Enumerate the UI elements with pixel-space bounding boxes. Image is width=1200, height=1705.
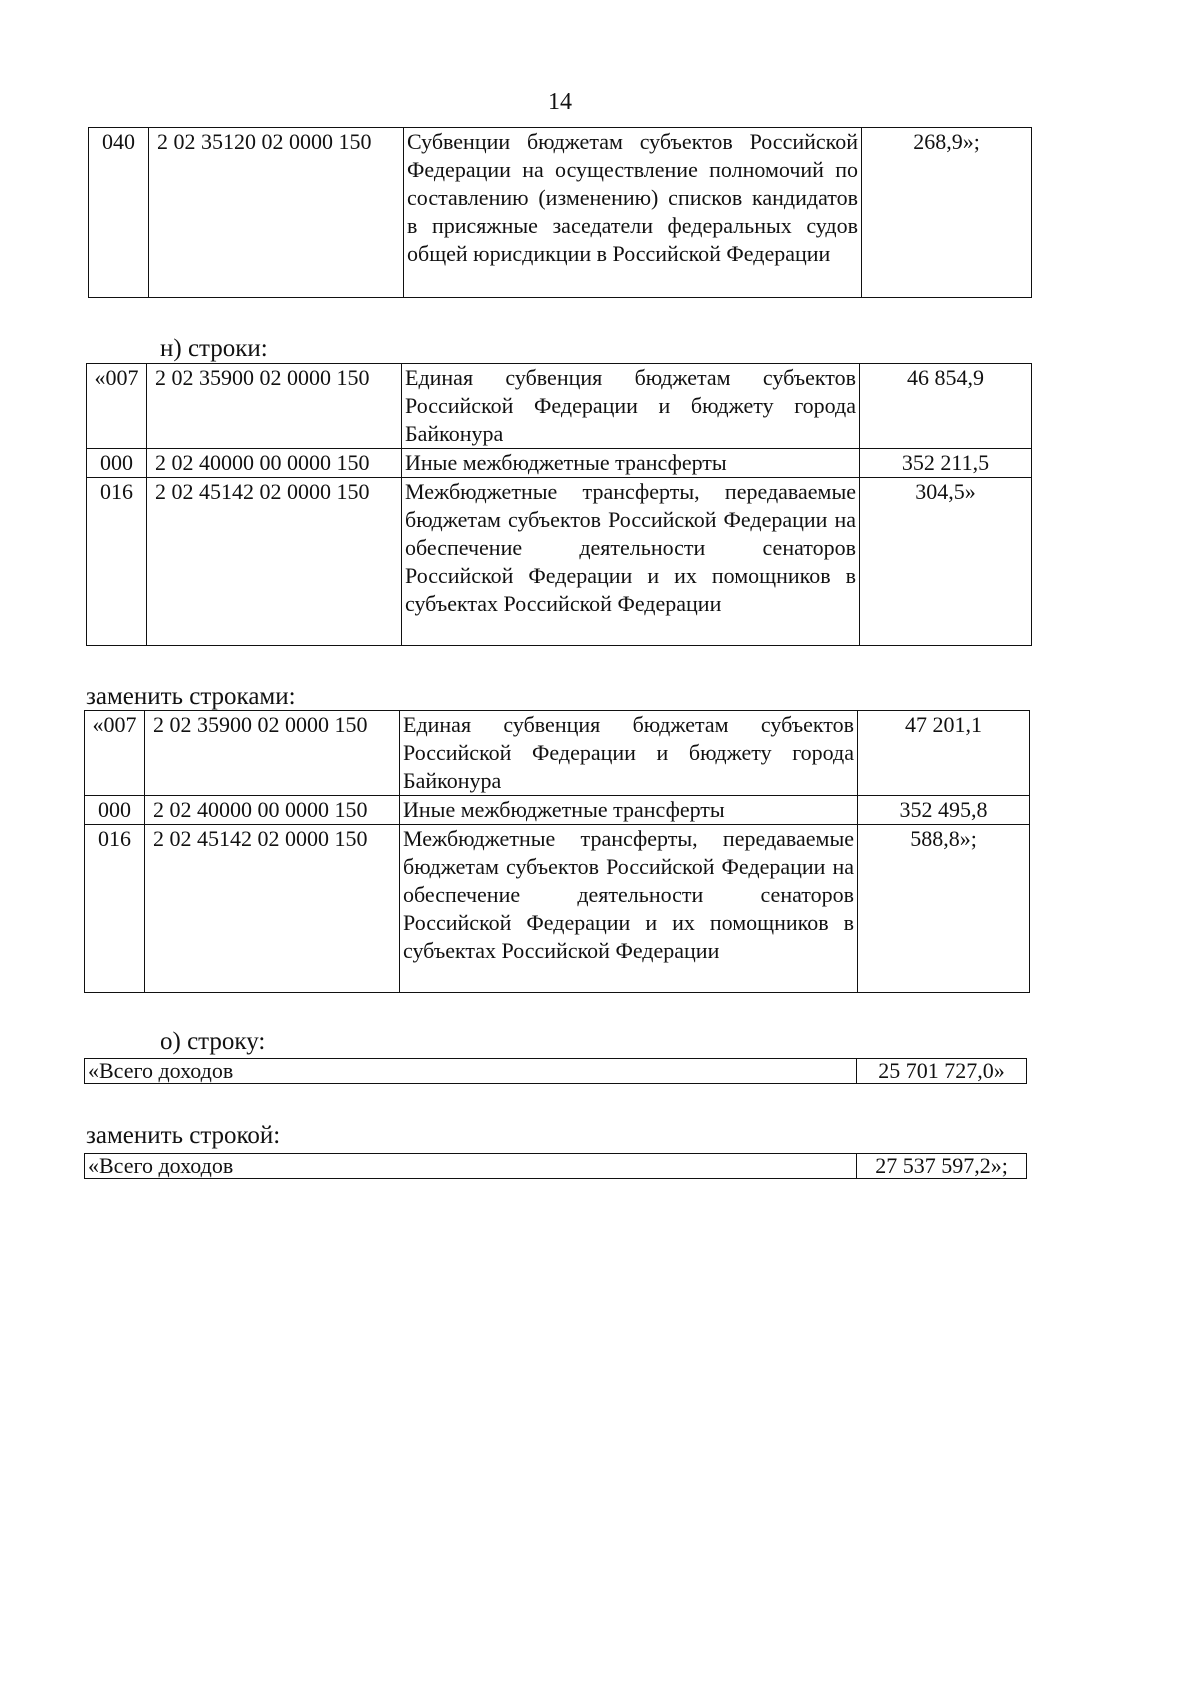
row-name: Единая субвенция бюджетам субъектов Российской Федерации и бюджету города Байконура	[400, 711, 858, 796]
row-amount: 46 854,9	[860, 364, 1032, 449]
section-n-label: н) строки:	[160, 335, 268, 362]
row-name: Межбюджетные трансферты, передаваемые бюджетам субъектов Российской Федерации на обеспечение деятельности сенаторов Российской Федерации и их помощников в субъектах Российской Федерации	[402, 478, 860, 646]
row-kbk: 2 02 45142 02 0000 150	[145, 825, 400, 993]
total-label: «Всего доходов	[85, 1059, 857, 1084]
total-amount: 25 701 727,0»	[857, 1059, 1027, 1084]
row-amount: 352 211,5	[860, 449, 1032, 478]
page-number: 14	[548, 89, 572, 115]
table-top	[88, 127, 1032, 298]
row-amount: 352 495,8	[858, 796, 1030, 825]
row-code: 000	[87, 449, 147, 478]
table-row	[87, 449, 1032, 478]
row-kbk: 2 02 40000 00 0000 150	[147, 449, 402, 478]
table-total-new	[84, 1153, 1027, 1179]
row-name: Иные межбюджетные трансферты	[400, 796, 858, 825]
row-kbk: 2 02 45142 02 0000 150	[147, 478, 402, 646]
row-code: «007	[85, 711, 145, 796]
table-row	[85, 1154, 1027, 1179]
total-label: «Всего доходов	[85, 1154, 857, 1179]
row-amount: 304,5»	[860, 478, 1032, 646]
table-row	[89, 128, 1032, 298]
table-row	[85, 825, 1030, 993]
table-row	[85, 1059, 1027, 1084]
table-old-rows	[86, 363, 1032, 646]
row-name: Единая субвенция бюджетам субъектов Российской Федерации и бюджету города Байконура	[402, 364, 860, 449]
row-code: 016	[85, 825, 145, 993]
row-code: 016	[87, 478, 147, 646]
row-name: Иные межбюджетные трансферты	[402, 449, 860, 478]
row-name: Межбюджетные трансферты, передаваемые бюджетам субъектов Российской Федерации на обеспечение деятельности сенаторов Российской Федерации и их помощников в субъектах Российской Федерации	[400, 825, 858, 993]
row-kbk: 2 02 40000 00 0000 150	[145, 796, 400, 825]
row-code: 000	[85, 796, 145, 825]
table-row	[87, 478, 1032, 646]
row-code: 040	[89, 128, 149, 298]
section-o-label: о) строку:	[160, 1028, 266, 1055]
table-new-rows	[84, 710, 1030, 993]
row-name: Субвенции бюджетам субъектов Российской Федерации на осуществление полномочий по составлению (изменению) списков кандидатов в присяжные заседатели федеральных судов общей юрисдикции в Российской Федерации	[404, 128, 862, 298]
row-amount: 588,8»;	[858, 825, 1030, 993]
table-total-old	[84, 1058, 1027, 1084]
row-kbk: 2 02 35900 02 0000 150	[147, 364, 402, 449]
total-amount: 27 537 597,2»;	[857, 1154, 1027, 1179]
row-kbk: 2 02 35900 02 0000 150	[145, 711, 400, 796]
section-replace-row-label: заменить строкой:	[86, 1122, 281, 1149]
row-amount: 268,9»;	[862, 128, 1032, 298]
section-replace-rows-label: заменить строками:	[86, 683, 296, 710]
table-row	[85, 796, 1030, 825]
row-kbk: 2 02 35120 02 0000 150	[149, 128, 404, 298]
table-row	[87, 364, 1032, 449]
row-code: «007	[87, 364, 147, 449]
row-amount: 47 201,1	[858, 711, 1030, 796]
table-row	[85, 711, 1030, 796]
